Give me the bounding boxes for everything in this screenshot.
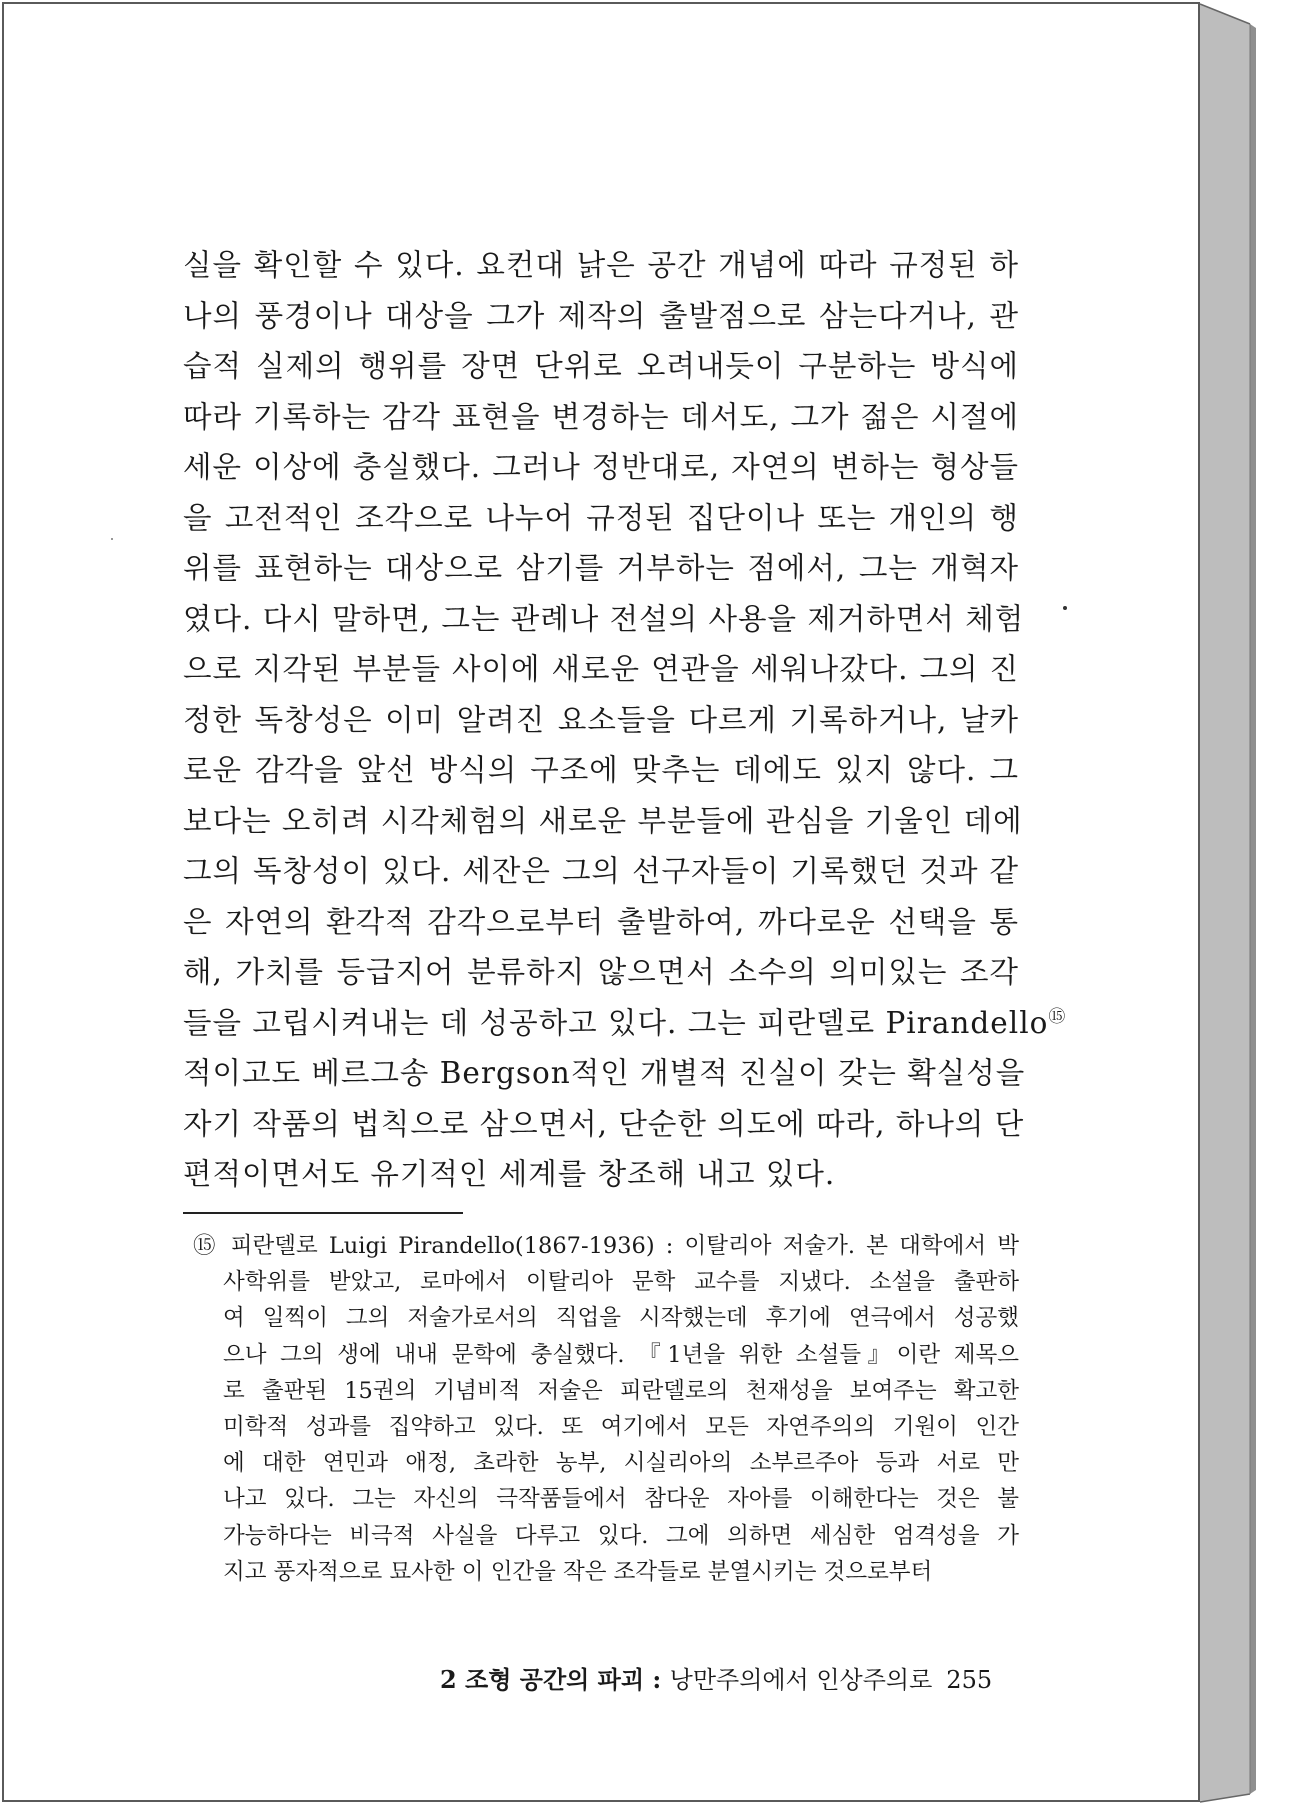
footnote-line: 미학적 성과를 집약하고 있다. 또 여기에서 모든 자연주의의 기원이 인간 — [223, 1414, 1019, 1441]
body-line: 나의 풍경이나 대상을 그가 제작의 출발점으로 삼는다거나, 관 — [183, 298, 1019, 333]
body-line: 적이고도 베르그송 Bergson적인 개별적 진실이 갖는 확실성을 — [183, 1056, 1026, 1090]
body-line: 해, 가치를 등급지어 분류하지 않으면서 소수의 의미있는 조각 — [183, 955, 1019, 989]
footnote-line: 에 대한 연민과 애정, 초라한 농부, 시실리아의 소부르주아 등과 서로 만 — [223, 1450, 1019, 1477]
body-line: 였다. 다시 말하면, 그는 관례나 전설의 사용을 제거하면서 체험 — [183, 601, 1025, 636]
body-line-text: 들을 고립시켜내는 데 성공하고 있다. 그는 피란델로 Pirandello — [183, 1005, 1049, 1040]
body-line: 편적이면서도 유기적인 세계를 창조해 내고 있다. — [183, 1157, 836, 1191]
footnote — [193, 1228, 1019, 1590]
running-footer — [440, 1660, 1000, 1695]
page-edge-shadow — [1196, 0, 1307, 1806]
body-line: 정한 독창성은 이미 알려진 요소들을 다르게 기록하거나, 날카 — [183, 702, 1019, 737]
body-line: 위를 표현하는 대상으로 삼기를 거부하는 점에서, 그는 개혁자 — [183, 551, 1019, 585]
page-number: 255 — [946, 1666, 993, 1694]
footnote-line: 여 일찍이 그의 저술가로서의 직업을 시작했는데 후기에 연극에서 성공했 — [223, 1305, 1019, 1332]
footnote-line: 으나 그의 생에 내내 문학에 충실했다. 『1년을 위한 소설들』이란 제목으 — [223, 1341, 1019, 1368]
title-separator: : — [644, 1665, 670, 1694]
footnote-line — [193, 1228, 1019, 1264]
body-line: 으로 지각된 부분들 사이에 새로운 연관을 세워나갔다. 그의 진 — [183, 652, 1019, 686]
body-line: 습적 실제의 행위를 장면 단위로 오려내듯이 구분하는 방식에 — [183, 349, 1019, 383]
chapter-subtitle: 낭만주의에서 인상주의로 — [669, 1666, 933, 1694]
footnote-line: 가능하다는 비극적 사실을 다루고 있다. 그에 의하면 세심한 엄격성을 가 — [223, 1522, 1019, 1549]
body-line: 그의 독창성이 있다. 세잔은 그의 선구자들이 기록했던 것과 같 — [183, 854, 1019, 888]
footnote-reference: ⑮ — [1048, 1006, 1067, 1027]
body-line: 자기 작품의 법칙으로 삼으면서, 단순한 의도에 따라, 하나의 단 — [183, 1106, 1025, 1141]
print-speck — [1063, 606, 1067, 610]
footnote-line: 사학위를 받았고, 로마에서 이탈리아 문학 교수를 지냈다. 소설을 출판하 — [223, 1269, 1019, 1296]
footnote-line-text: 피란델로 Luigi Pirandello(1867-1936) : 이탈리아 저술가. 본 대학에서 박 — [230, 1233, 1019, 1259]
body-line: 따라 기록하는 감각 표현을 변경하는 데서도, 그가 젊은 시절에 — [183, 399, 1019, 434]
footnote-line: 지고 풍자적으로 묘사한 이 인간을 작은 조각들로 분열시키는 것으로부터 — [223, 1558, 933, 1585]
body-line: 을 고전적인 조각으로 나누어 규정된 집단이나 또는 개인의 행 — [183, 500, 1019, 535]
footnote-marker: ⑮ — [193, 1233, 220, 1259]
footnote-line: 나고 있다. 그는 자신의 극작품들에서 참다운 자아를 이해한다는 것은 불 — [223, 1486, 1019, 1513]
body-line: 보다는 오히려 시각체험의 새로운 부분들에 관심을 기울인 데에 — [183, 803, 1023, 838]
chapter-title: 2 조형 공간의 파괴 — [440, 1665, 645, 1694]
body-line: 세운 이상에 충실했다. 그러나 정반대로, 자연의 변하는 형상들 — [183, 450, 1019, 484]
body-paragraph — [183, 240, 1067, 1200]
body-line: 은 자연의 환각적 감각으로부터 출발하여, 까다로운 선택을 통 — [183, 904, 1019, 939]
print-speck — [111, 538, 113, 540]
body-line-with-footnote-ref — [183, 998, 1067, 1049]
body-line: 로운 감각을 앞선 방식의 구조에 맞추는 데에도 있지 않다. 그 — [183, 753, 1019, 787]
footnote-separator — [183, 1212, 463, 1214]
body-line: 실을 확인할 수 있다. 요컨대 낡은 공간 개념에 따라 규정된 하 — [183, 248, 1019, 282]
footnote-line: 로 출판된 15권의 기념비적 저술은 피란델로의 천재성을 보여주는 확고한 — [223, 1377, 1019, 1404]
